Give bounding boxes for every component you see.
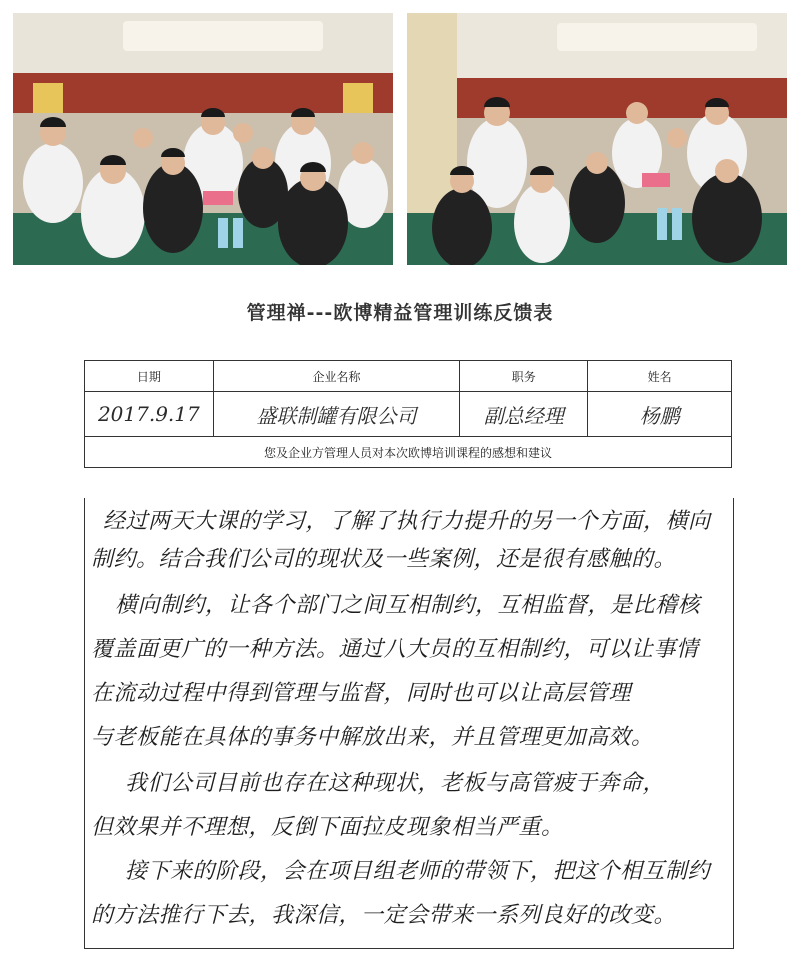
feedback-line: 但效果并不理想，反倒下面拉皮现象相当严重。 <box>91 815 564 840</box>
header-name: 姓名 <box>588 361 732 392</box>
feedback-line: 在流动过程中得到管理与监督，同时也可以让高层管理 <box>91 681 632 706</box>
training-photo-left <box>13 13 393 265</box>
value-date: 2017.9.17 <box>85 392 214 437</box>
handwritten-feedback <box>84 498 734 949</box>
value-position: 副总经理 <box>460 392 588 437</box>
header-company: 企业名称 <box>213 361 460 392</box>
feedback-form <box>84 360 734 948</box>
feedback-line: 的方法推行下去，我深信，一定会带来一系列良好的改变。 <box>91 903 677 928</box>
feedback-line: 覆盖面更广的一种方法。通过八大员的互相制约，可以让事情 <box>91 637 699 662</box>
header-position: 职务 <box>460 361 588 392</box>
feedback-line: 与老板能在具体的事务中解放出来，并且管理更加高效。 <box>91 725 654 750</box>
feedback-line: 经过两天大课的学习，了解了执行力提升的另一个方面，横向 <box>103 509 711 534</box>
feedback-line: 我们公司目前也存在这种现状，老板与高管疲于奔命， <box>125 771 666 796</box>
form-title: 管理禅---欧博精益管理训练反馈表 <box>246 302 554 324</box>
feedback-line: 横向制约，让各个部门之间互相制约，互相监督，是比稽核 <box>115 593 701 618</box>
training-photo-right <box>407 13 787 265</box>
value-name: 杨鹏 <box>588 392 732 437</box>
value-company: 盛联制罐有限公司 <box>213 392 460 437</box>
header-date: 日期 <box>85 361 214 392</box>
feedback-line: 制约。结合我们公司的现状及一些案例，还是很有感触的。 <box>91 547 677 572</box>
feedback-prompt: 您及企业方管理人员对本次欧博培训课程的感想和建议 <box>85 437 732 468</box>
feedback-line: 接下来的阶段，会在项目组老师的带领下，把这个相互制约 <box>125 859 711 884</box>
form-header-table <box>84 360 732 468</box>
